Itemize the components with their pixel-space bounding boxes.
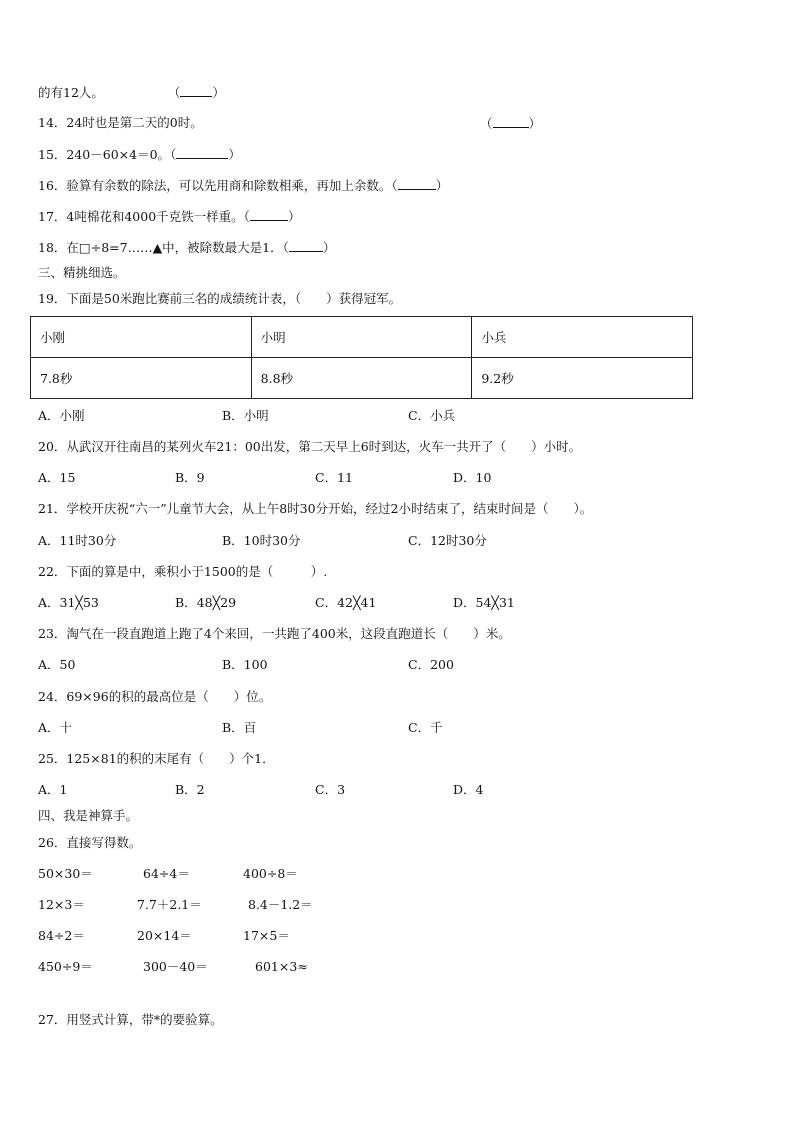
calc-item: 20×14＝: [137, 928, 192, 943]
option-a[interactable]: A．小刚: [38, 408, 85, 423]
option-b[interactable]: B．100: [222, 657, 268, 672]
option-c[interactable]: C．42╳41: [315, 595, 377, 610]
question-23: 23．淘气在一段直跑道上跑了4个来回，一共跑了400米，这段直跑道长（ ）米。: [38, 626, 511, 641]
option-b[interactable]: B．百: [222, 720, 257, 735]
answer-blank-14[interactable]: （ ）: [480, 116, 542, 131]
option-c[interactable]: C．200: [408, 657, 454, 672]
option-b[interactable]: B．48╳29: [175, 595, 237, 610]
option-a[interactable]: A．50: [38, 657, 76, 672]
calc-item: 8.4－1.2＝: [248, 897, 313, 912]
calc-item: 84÷2＝: [38, 928, 85, 943]
option-b[interactable]: B．2: [175, 782, 205, 797]
option-d[interactable]: D．10: [453, 470, 492, 485]
option-b[interactable]: B．小明: [222, 408, 269, 423]
option-b[interactable]: B．10时30分: [222, 533, 301, 548]
calc-item: 17×5＝: [243, 928, 290, 943]
option-a[interactable]: A．15: [38, 470, 76, 485]
question-16: 16．验算有余数的除法，可以先用商和除数相乘，再加上余数。（ ）: [38, 178, 449, 193]
calc-item: 50×30＝: [38, 866, 93, 881]
question-14: 14．24时也是第二天的0时。: [38, 115, 203, 130]
calc-item: 450÷9＝: [38, 959, 93, 974]
question-15: 15．240－60×4＝0。（ ）: [38, 147, 241, 162]
option-a[interactable]: A．31╳53: [38, 595, 99, 610]
question-17: 17．4吨棉花和4000千克铁一样重。（ ）: [38, 209, 301, 224]
option-d[interactable]: D．4: [453, 782, 484, 797]
option-a[interactable]: A．十: [38, 720, 73, 735]
option-c[interactable]: C．3: [315, 782, 346, 797]
option-c[interactable]: C．小兵: [408, 408, 456, 423]
question-26: 26．直接写得数。: [38, 835, 142, 850]
table-cell: 7.8秒: [31, 358, 252, 399]
calc-item: 64÷4＝: [143, 866, 190, 881]
table-cell: 8.8秒: [251, 358, 472, 399]
calc-item: 7.7＋2.1＝: [137, 897, 202, 912]
answer-blank[interactable]: （ ）: [391, 178, 449, 193]
question-24: 24．69×96的积的最高位是（ ）位。: [38, 689, 272, 704]
table-cell: 9.2秒: [472, 358, 693, 399]
section-heading-3: 三、精挑细选。: [38, 265, 126, 280]
option-b[interactable]: B．9: [175, 470, 205, 485]
option-c[interactable]: C．11: [315, 470, 353, 485]
question-20: 20．从武汉开往南昌的某列火车21：00出发，第二天早上6时到达，火车一共开了（ ）小时。: [38, 439, 582, 454]
score-table: [30, 316, 693, 399]
option-a[interactable]: A．11时30分: [38, 533, 117, 548]
question-13-tail: 的有12人。 （ ）: [38, 85, 225, 100]
question-27: 27．用竖式计算，带*的要验算。: [38, 1012, 223, 1027]
answer-blank[interactable]: （ ）: [170, 147, 241, 162]
answer-blank[interactable]: （ ）: [167, 85, 225, 100]
table-cell: 小兵: [472, 317, 693, 358]
calc-item: 400÷8＝: [243, 866, 298, 881]
question-19: 19．下面是50米跑比赛前三名的成绩统计表，（ ）获得冠军。: [38, 291, 402, 306]
question-18: 18．在□÷8=7……▲中，被除数最大是1．（ ）: [38, 240, 336, 255]
calc-item: 300－40＝: [143, 959, 208, 974]
option-c[interactable]: C．12时30分: [408, 533, 487, 548]
question-22: 22．下面的算是中，乘积小于1500的是（ ）.: [38, 564, 328, 579]
table-cell: 小刚: [31, 317, 252, 358]
question-25: 25．125×81的积的末尾有（ ）个1．: [38, 751, 275, 766]
option-a[interactable]: A．1: [38, 782, 68, 797]
option-c[interactable]: C．千: [408, 720, 443, 735]
question-21: 21．学校开庆祝“六一”儿童节大会，从上午8时30分开始，经过2小时结束了，结束时间是（ ）。: [38, 501, 593, 516]
section-heading-4: 四、我是神算手。: [38, 808, 139, 823]
answer-blank[interactable]: （ ）: [282, 240, 336, 255]
calc-item: 601×3≈: [255, 959, 308, 974]
answer-blank[interactable]: （ ）: [243, 209, 301, 224]
calc-item: 12×3＝: [38, 897, 85, 912]
table-cell: 小明: [251, 317, 472, 358]
option-d[interactable]: D．54╳31: [453, 595, 515, 610]
table-row: [31, 317, 693, 358]
table-row: [31, 358, 693, 399]
